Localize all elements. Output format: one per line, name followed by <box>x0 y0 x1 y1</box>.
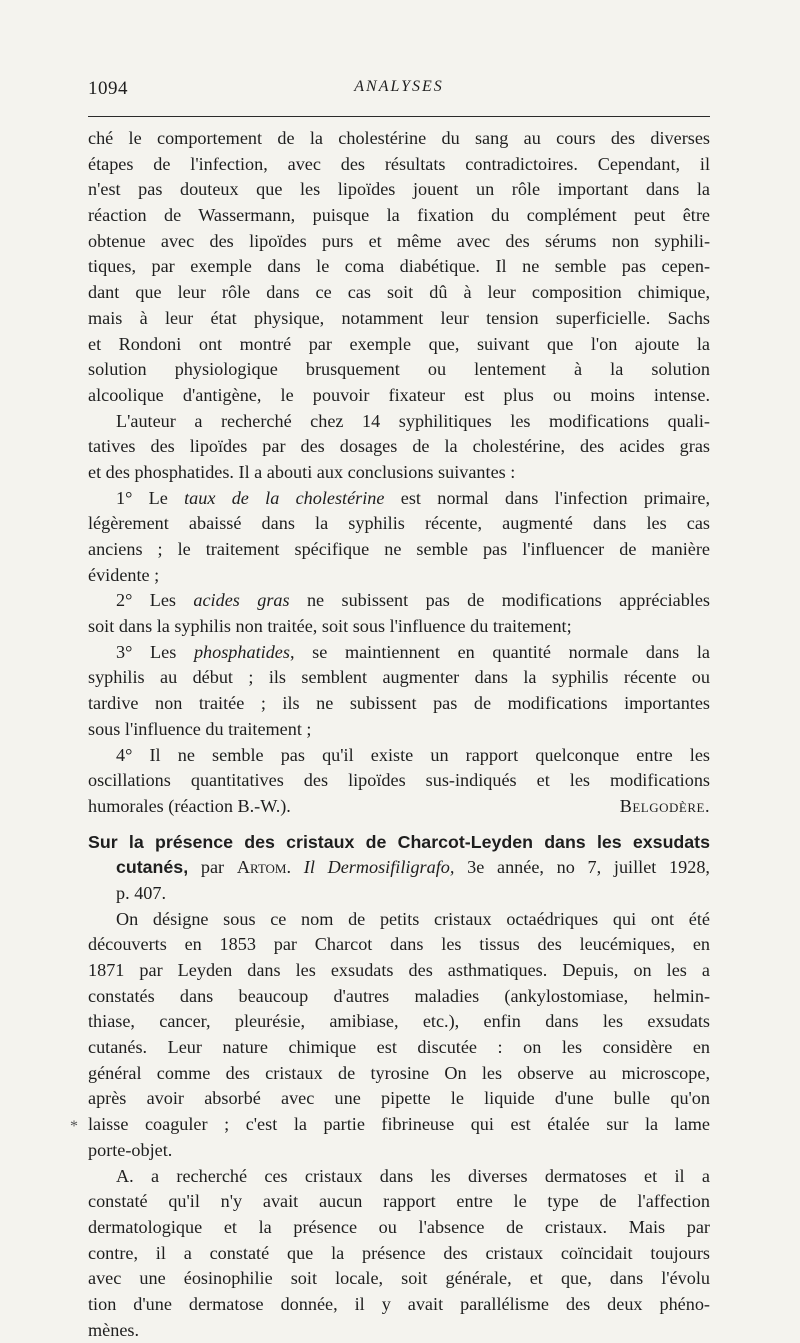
text-line: porte-objet. <box>88 1138 710 1164</box>
conclusion-item-1 <box>88 486 710 589</box>
text-line: dermatologique et la présence ou l'absence de cristaux. Mais par <box>88 1215 710 1241</box>
text-line: avec une éosinophilie soit locale, soit générale, et que, dans l'évolu <box>88 1266 710 1292</box>
text-body <box>88 126 710 1343</box>
conclusion-item-4 <box>88 743 710 820</box>
reviewer-signature: Belgodère. <box>620 794 710 820</box>
item-term: acides gras <box>193 590 289 610</box>
text-line: tatives des lipoïdes par des dosages de la cholestérine, des acides gras <box>88 434 710 460</box>
paragraph-findings <box>88 1164 710 1343</box>
text-line: constaté qu'il n'y avait aucun rapport entre le type de l'affection <box>88 1189 710 1215</box>
text-line: On désigne sous ce nom de petits cristaux octaédriques qui ont été <box>88 907 710 933</box>
text-line: réaction de Wassermann, puisque la fixation du complément peut être <box>88 203 710 229</box>
item-term: taux de la cholestérine <box>184 488 384 508</box>
item-number: 2° <box>116 590 132 610</box>
spacer <box>88 820 710 830</box>
page-header <box>88 78 710 108</box>
text-line: solution physiologique brusquement ou lentement à la solution <box>88 357 710 383</box>
text-line: obtenue avec des lipoïdes purs et même avec des sérums non syphili- <box>88 229 710 255</box>
text-line: découverts en 1853 par Charcot dans les tissus des leucémiques, en <box>88 932 710 958</box>
header-rule <box>88 116 710 117</box>
text-line: 1° Le taux de la cholestérine est normal dans l'infection primaire, <box>88 486 710 512</box>
text-line: 3° Les phosphatides, se maintiennent en quantité normale dans la <box>88 640 710 666</box>
text-line: 2° Les acides gras ne subissent pas de modifications appréciables <box>88 588 710 614</box>
margin-mark: * <box>70 1118 78 1136</box>
journal-name: Il Dermosifiligrafo, <box>291 857 454 877</box>
text-line: humorales (réaction B.-W.). Belgodère. <box>88 794 710 820</box>
text-line: n'est pas douteux que les lipoïdes jouent un rôle important dans la <box>88 177 710 203</box>
conclusion-item-2 <box>88 588 710 639</box>
text-line: dant que leur rôle dans ce cas soit dû à leur composition chimique, <box>88 280 710 306</box>
item-term: phosphatides <box>194 642 290 662</box>
text-line: 1871 par Leyden dans les exsudats des asthmatiques. Depuis, on les a <box>88 958 710 984</box>
text-line: L'auteur a recherché chez 14 syphilitiques les modifications quali- <box>88 409 710 435</box>
article-heading <box>88 830 710 907</box>
text-line: alcoolique d'antigène, le pouvoir fixateur est plus ou moins intense. <box>88 383 710 409</box>
text-line: tiques, par exemple dans le coma diabétique. Il ne semble pas cepen- <box>88 254 710 280</box>
text-line: mais à leur état physique, notamment leur tension superficielle. Sachs <box>88 306 710 332</box>
text-line: sous l'influence du traitement ; <box>88 717 710 743</box>
text-line: tion d'une dermatose donnée, il y avait parallélisme des deux phéno- <box>88 1292 710 1318</box>
paragraph-author-study <box>88 409 710 486</box>
text-line: légèrement abaissé dans la syphilis récente, augmenté dans les cas <box>88 511 710 537</box>
text-line: et des phosphatides. Il a abouti aux conclusions suivantes : <box>88 460 710 486</box>
text-line: constatés dans beaucoup d'autres maladies (ankylostomiase, helmin- <box>88 984 710 1010</box>
paragraph-crystals <box>88 907 710 1164</box>
text-line: ché le comportement de la cholestérine du sang au cours des diverses <box>88 126 710 152</box>
article-pages: p. 407. <box>88 881 710 907</box>
text-line: anciens ; le traitement spécifique ne semble pas l'influencer de manière <box>88 537 710 563</box>
text-line: général comme des cristaux de tyrosine On les observe au microscope, <box>88 1061 710 1087</box>
text-line: oscillations quantitatives des lipoïdes sus-indiqués et les modifications <box>88 768 710 794</box>
text-line: syphilis au début ; ils semblent augmenter dans la syphilis récente ou <box>88 665 710 691</box>
text-line: tardive non traitée ; ils ne subissent pas de modifications importantes <box>88 691 710 717</box>
text-line: cutanés. Leur nature chimique est discutée : on les considère en <box>88 1035 710 1061</box>
article-reference: cutanés, par Artom. Il Dermosifiligrafo, 3e année, no 7, juillet 1928, <box>88 855 710 881</box>
page-number: 1094 <box>88 78 128 100</box>
text-line: contre, il a constaté que la présence des cristaux coïncidait toujours <box>88 1241 710 1267</box>
item-number: 3° <box>116 642 132 662</box>
text-line: A. a recherché ces cristaux dans les diverses dermatoses et il a <box>88 1164 710 1190</box>
text-line: mènes. <box>88 1318 710 1343</box>
text-line: laisse coaguler ; c'est la partie fibrineuse qui est étalée sur la lame <box>88 1112 710 1138</box>
text-line: thiase, cancer, pleurésie, amibiase, etc.), enfin dans les exsudats <box>88 1009 710 1035</box>
text-line: soit dans la syphilis non traitée, soit sous l'influence du traitement; <box>88 614 710 640</box>
conclusion-item-3 <box>88 640 710 743</box>
text-line: et Rondoni ont montré par exemple que, suivant que l'on ajoute la <box>88 332 710 358</box>
article-author: Artom. <box>237 857 291 877</box>
running-title: ANALYSES <box>88 78 710 96</box>
article-title: Sur la présence des cristaux de Charcot-Leyden dans les exsudats <box>88 830 710 856</box>
item-number: 1° <box>116 488 132 508</box>
text-line: 4° Il ne semble pas qu'il existe un rapport quelconque entre les <box>88 743 710 769</box>
text-line: étapes de l'infection, avec des résultats contradictoires. Cependant, il <box>88 152 710 178</box>
text-line: après avoir absorbé avec une pipette le liquide d'une bulle qu'on <box>88 1086 710 1112</box>
text-line: évidente ; <box>88 563 710 589</box>
paragraph-continuation <box>88 126 710 409</box>
